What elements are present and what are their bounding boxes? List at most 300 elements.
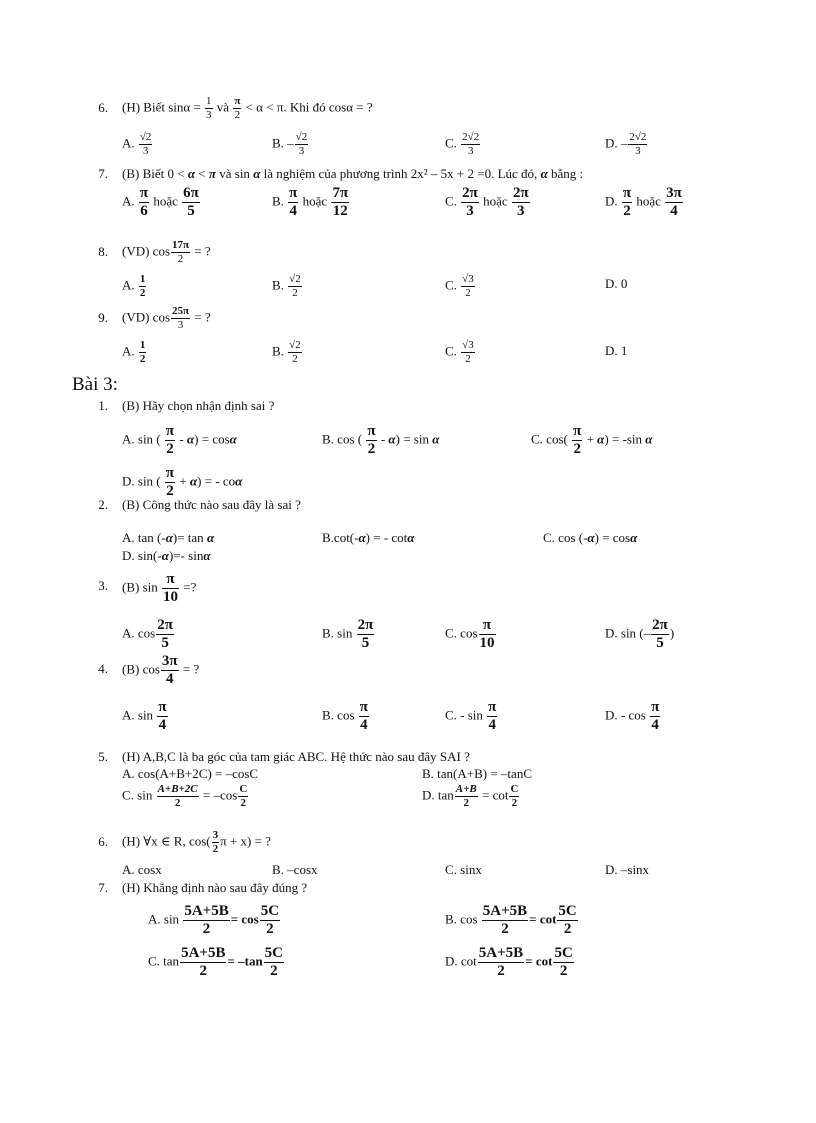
fraction-numerator: 2√2 bbox=[462, 131, 480, 143]
math-symbol: α bbox=[189, 473, 198, 489]
fraction-denominator: 4 bbox=[289, 203, 298, 219]
fraction bbox=[455, 784, 478, 809]
fraction-denominator: 4 bbox=[360, 717, 368, 733]
b3-q6-option-c bbox=[445, 862, 482, 878]
text-fragment: –cosx bbox=[287, 862, 318, 877]
math-symbol: α bbox=[587, 530, 595, 545]
text-fragment: hoặc bbox=[302, 193, 328, 209]
q7-text bbox=[122, 166, 583, 182]
text-fragment: ) = cos bbox=[594, 530, 631, 545]
fraction bbox=[295, 132, 309, 157]
fraction bbox=[512, 186, 530, 219]
text-fragment: D. bbox=[605, 625, 618, 641]
fraction bbox=[157, 784, 199, 809]
fraction bbox=[665, 186, 683, 219]
text-fragment: = cos bbox=[230, 911, 259, 927]
fraction bbox=[461, 132, 480, 157]
text-fragment: cos bbox=[460, 625, 478, 641]
q8-option-d bbox=[605, 276, 627, 292]
text-fragment: < bbox=[198, 166, 206, 181]
math-symbol: α bbox=[229, 431, 237, 447]
text-fragment: C. bbox=[445, 707, 457, 723]
fraction-denominator: 3 bbox=[177, 319, 184, 331]
q9-option-a bbox=[122, 340, 147, 365]
text-fragment: –sinx bbox=[620, 862, 650, 877]
b3-q7-option-a bbox=[148, 904, 281, 937]
text-fragment: sin bbox=[337, 625, 353, 641]
text-fragment: B. bbox=[272, 193, 284, 209]
text-fragment: + bbox=[179, 473, 187, 489]
text-fragment: hoặc bbox=[153, 193, 178, 209]
text-fragment: D. bbox=[605, 707, 618, 723]
fraction-denominator: 4 bbox=[670, 203, 678, 219]
math-symbol: α bbox=[407, 530, 415, 545]
fraction-denominator: 3 bbox=[298, 145, 305, 157]
math-symbol: π bbox=[208, 166, 216, 181]
fraction-numerator: π bbox=[479, 618, 496, 635]
text-fragment: - bbox=[179, 431, 184, 447]
text-fragment: )=- sin bbox=[168, 548, 204, 563]
text-fragment: D. bbox=[422, 787, 435, 803]
fraction-denominator: 3 bbox=[206, 109, 212, 121]
text-fragment: cos bbox=[137, 625, 156, 641]
fraction bbox=[233, 96, 241, 121]
b3-q4-option-d bbox=[605, 700, 661, 733]
math-symbol: α bbox=[186, 431, 195, 447]
text-fragment: = –cos bbox=[202, 787, 238, 803]
fraction-denominator: 2 bbox=[177, 253, 184, 265]
text-fragment: A. bbox=[122, 193, 135, 209]
b3-q7-number: 7. bbox=[98, 880, 108, 895]
fraction bbox=[487, 700, 497, 733]
text-fragment: B. bbox=[272, 135, 284, 151]
b3-q2-option-c bbox=[543, 530, 637, 546]
fraction-denominator: 4 bbox=[158, 717, 167, 733]
b3-q4-text bbox=[122, 654, 199, 687]
text-fragment: R, cos( bbox=[173, 833, 211, 849]
b3-q6-option-d bbox=[605, 862, 649, 878]
fraction-denominator: 2 bbox=[367, 441, 376, 457]
text-fragment: B. bbox=[422, 766, 434, 781]
text-fragment: (VD) cos bbox=[122, 309, 171, 325]
text-fragment: là nghiệm của phương trình 2x² – 5x + 2 =0. Lúc đó, bbox=[263, 166, 538, 181]
text-fragment: C. bbox=[445, 193, 457, 209]
text-fragment: hoặc bbox=[483, 193, 508, 209]
fraction-denominator: 2 bbox=[465, 287, 471, 299]
b3-q2-number: 2. bbox=[98, 497, 108, 512]
text-fragment: và sin bbox=[219, 166, 250, 181]
text-fragment: - cos bbox=[620, 707, 646, 723]
text-fragment: bằng : bbox=[551, 166, 584, 181]
text-fragment: A. bbox=[122, 707, 135, 723]
text-fragment: (B) Biết 0 < bbox=[122, 166, 185, 181]
fraction bbox=[359, 700, 369, 733]
text-fragment: cosx bbox=[137, 862, 162, 877]
fraction-numerator: C bbox=[510, 783, 519, 795]
b3-q7-option-b bbox=[445, 904, 579, 937]
math-symbol: α bbox=[187, 166, 196, 181]
q8-option-c bbox=[445, 274, 476, 299]
fraction-numerator: √2 bbox=[289, 339, 301, 351]
text-fragment: A. bbox=[122, 862, 135, 877]
text-fragment: và bbox=[216, 99, 230, 115]
text-fragment: B. bbox=[272, 343, 284, 359]
q9-option-c bbox=[445, 340, 476, 365]
fraction bbox=[183, 904, 229, 937]
text-fragment: C. bbox=[445, 862, 457, 877]
b3-q7-option-c bbox=[148, 946, 285, 979]
fraction-denominator: 3 bbox=[467, 145, 474, 157]
fraction-numerator: A+B+2C bbox=[157, 783, 198, 795]
fraction-denominator: 5 bbox=[187, 203, 195, 219]
fraction bbox=[139, 132, 153, 157]
fraction-numerator: π bbox=[234, 95, 241, 107]
math-symbol: α bbox=[432, 431, 440, 447]
text-fragment: sinx bbox=[460, 862, 482, 877]
fraction-numerator: π bbox=[367, 423, 376, 439]
fraction-denominator: 2 bbox=[563, 921, 572, 937]
fraction-numerator: 1 bbox=[139, 273, 146, 285]
fraction bbox=[162, 572, 179, 605]
text-fragment: ) = -sin bbox=[604, 431, 643, 447]
section-title-bai3: Bài 3: bbox=[72, 374, 118, 395]
fraction bbox=[260, 904, 280, 937]
text-fragment: ) = sin bbox=[395, 431, 429, 447]
fraction-denominator: 2 bbox=[292, 287, 298, 299]
fraction-numerator: π bbox=[651, 699, 660, 715]
fraction bbox=[482, 904, 528, 937]
math-symbol: α bbox=[253, 166, 261, 181]
fraction-denominator: 3 bbox=[466, 203, 474, 219]
text-fragment: B. bbox=[322, 707, 334, 723]
q6-option-d bbox=[605, 132, 648, 157]
fraction-numerator: A+B bbox=[455, 783, 477, 795]
b3-q4-option-b bbox=[322, 700, 370, 733]
fraction-numerator: 5C bbox=[558, 903, 577, 919]
fraction bbox=[288, 340, 302, 365]
math-symbol: α bbox=[161, 548, 169, 563]
fraction-numerator: π bbox=[359, 699, 368, 715]
b3-q6-number: 6. bbox=[98, 834, 108, 849]
fraction-denominator: 2 bbox=[292, 353, 298, 365]
text-fragment: D. bbox=[122, 548, 135, 563]
fraction-denominator: 2 bbox=[139, 287, 146, 299]
fraction-numerator: 1 bbox=[139, 339, 146, 351]
text-fragment: = cot bbox=[525, 953, 553, 969]
fraction bbox=[288, 186, 298, 219]
fraction-denominator: 2 bbox=[511, 797, 518, 809]
b3-q1-number: 1. bbox=[98, 398, 108, 413]
fraction bbox=[572, 424, 582, 457]
fraction bbox=[650, 700, 660, 733]
text-fragment: - sin bbox=[460, 707, 483, 723]
fraction-denominator: 2 bbox=[270, 963, 278, 979]
text-fragment: x bbox=[151, 833, 158, 849]
math-symbol: α bbox=[206, 530, 215, 545]
fraction bbox=[622, 186, 632, 219]
text-fragment: – bbox=[620, 135, 628, 151]
fraction-denominator: 2 bbox=[174, 797, 181, 809]
text-fragment: tan bbox=[163, 953, 180, 969]
text-fragment: B. bbox=[322, 530, 334, 545]
fraction-denominator: 2 bbox=[497, 963, 505, 979]
fraction-denominator: 4 bbox=[166, 671, 174, 687]
fraction-numerator: 1 bbox=[206, 95, 212, 107]
text-fragment: C. bbox=[445, 625, 457, 641]
text-fragment: A. bbox=[122, 277, 135, 293]
fraction bbox=[331, 186, 349, 219]
text-fragment: ) bbox=[669, 625, 675, 641]
text-fragment: = cot bbox=[481, 787, 509, 803]
fraction-denominator: 2 bbox=[166, 483, 174, 499]
text-fragment: 0 bbox=[620, 276, 628, 291]
fraction-numerator: 2π bbox=[157, 617, 173, 633]
text-fragment: sin bbox=[137, 707, 154, 723]
text-fragment: cos bbox=[460, 911, 478, 927]
element-of-icon: ∈ bbox=[160, 833, 171, 849]
q7-option-c bbox=[445, 186, 531, 219]
b3-q3-option-b bbox=[322, 618, 375, 651]
fraction-numerator: π bbox=[289, 185, 298, 201]
text-fragment: (VD) cos bbox=[122, 243, 171, 259]
fraction-numerator: π bbox=[162, 572, 179, 589]
fraction bbox=[171, 306, 190, 331]
fraction-numerator: 25π bbox=[172, 305, 190, 317]
fraction-denominator: 2 bbox=[199, 963, 207, 979]
fraction-numerator: 2π bbox=[357, 617, 374, 633]
text-fragment: sin ( bbox=[137, 431, 161, 447]
fraction-numerator: 5C bbox=[264, 945, 284, 961]
math-symbol: α bbox=[165, 530, 173, 545]
text-fragment: C. bbox=[543, 530, 555, 545]
fraction bbox=[165, 466, 175, 499]
q6-option-b bbox=[272, 132, 309, 157]
fraction bbox=[205, 96, 213, 121]
text-fragment: D. bbox=[605, 276, 618, 291]
text-fragment: = –tan bbox=[227, 953, 263, 969]
fraction-denominator: 2 bbox=[240, 797, 247, 809]
fraction-numerator: 5A+5B bbox=[482, 903, 528, 919]
text-fragment: = ? bbox=[182, 661, 200, 677]
text-fragment: D. bbox=[122, 473, 135, 489]
text-fragment: cot bbox=[460, 953, 477, 969]
fraction-numerator: 5A+5B bbox=[478, 945, 524, 961]
fraction bbox=[156, 618, 174, 651]
math-symbol: α bbox=[597, 431, 605, 447]
forall-icon: ∀ bbox=[143, 833, 152, 849]
text-fragment: A. bbox=[122, 766, 135, 781]
b3-q6-text bbox=[122, 830, 271, 855]
math-symbol: α bbox=[645, 431, 653, 447]
q9-option-d bbox=[605, 343, 627, 359]
fraction-denominator: 3 bbox=[517, 203, 525, 219]
fraction bbox=[461, 186, 479, 219]
b3-q3-option-c bbox=[445, 618, 497, 651]
b3-q5-option-a bbox=[122, 766, 258, 782]
text-fragment: tan (- bbox=[137, 530, 166, 545]
b3-q6-option-a bbox=[122, 862, 162, 878]
fraction-numerator: 3π bbox=[666, 185, 682, 201]
text-fragment: A. bbox=[122, 135, 135, 151]
text-fragment: cot(- bbox=[333, 530, 359, 545]
fraction bbox=[157, 700, 167, 733]
fraction bbox=[651, 618, 669, 651]
text-fragment: (B) cos bbox=[122, 661, 160, 677]
text-fragment: C. bbox=[531, 431, 543, 447]
text-fragment: cos (- bbox=[558, 530, 588, 545]
text-fragment: D. bbox=[605, 193, 618, 209]
b3-q4-number: 4. bbox=[98, 661, 108, 676]
fraction bbox=[171, 240, 190, 265]
text-fragment: = ? bbox=[194, 243, 211, 259]
fraction-numerator: π bbox=[158, 699, 167, 715]
math-symbol: α bbox=[630, 530, 638, 545]
fraction bbox=[139, 340, 147, 365]
fraction-denominator: 3 bbox=[142, 145, 149, 157]
q8-text bbox=[122, 240, 211, 265]
fraction-numerator: √3 bbox=[462, 339, 474, 351]
fraction-numerator: 3 bbox=[212, 829, 219, 841]
fraction-numerator: π bbox=[165, 423, 175, 439]
text-fragment: = cot bbox=[529, 911, 557, 927]
text-fragment: A. bbox=[148, 911, 161, 927]
q7-option-b bbox=[272, 186, 350, 219]
q8-option-b bbox=[272, 274, 303, 299]
q9-number: 9. bbox=[98, 310, 108, 325]
fraction bbox=[139, 186, 149, 219]
fraction-numerator: C bbox=[239, 783, 248, 795]
fraction-numerator: √2 bbox=[289, 273, 301, 285]
b3-q5-option-d bbox=[422, 784, 520, 809]
b3-q2-text: (B) Công thức nào sau đây là sai ? bbox=[122, 497, 301, 512]
fraction-denominator: 2 bbox=[573, 441, 581, 457]
fraction-numerator: π bbox=[165, 465, 175, 481]
fraction-numerator: 2π bbox=[462, 185, 478, 201]
text-fragment: D. bbox=[605, 135, 618, 151]
fraction bbox=[182, 186, 200, 219]
fraction-numerator: 5A+5B bbox=[184, 903, 229, 919]
text-fragment: B. bbox=[272, 277, 284, 293]
fraction-denominator: 2 bbox=[234, 109, 241, 121]
text-fragment: D. bbox=[445, 953, 458, 969]
fraction-denominator: 2 bbox=[212, 843, 219, 855]
fraction-numerator: 3π bbox=[161, 653, 178, 669]
fraction bbox=[461, 274, 475, 299]
b3-q5-option-c bbox=[122, 784, 249, 809]
text-fragment: A. bbox=[122, 431, 135, 447]
text-fragment: sin bbox=[137, 787, 153, 803]
text-fragment: hoặc bbox=[636, 193, 661, 209]
text-fragment: C. bbox=[445, 277, 457, 293]
fraction bbox=[238, 784, 248, 809]
fraction-denominator: 5 bbox=[161, 635, 169, 651]
text-fragment: + bbox=[586, 431, 594, 447]
b3-q3-text bbox=[122, 572, 196, 605]
q7-option-a bbox=[122, 186, 201, 219]
q8-option-a bbox=[122, 274, 147, 299]
fraction-numerator: π bbox=[139, 185, 149, 201]
b3-q7-text: (H) Khẳng định nào sau đây đúng ? bbox=[122, 880, 308, 895]
text-fragment: (B) sin bbox=[122, 579, 158, 595]
text-fragment: C. bbox=[445, 135, 457, 151]
b3-q5-text: (H) A,B,C là ba góc của tam giác ABC. Hệ thức nào sau đây SAI ? bbox=[122, 749, 470, 764]
fraction bbox=[553, 946, 573, 979]
fraction bbox=[264, 946, 284, 979]
fraction bbox=[180, 946, 226, 979]
fraction bbox=[366, 424, 376, 457]
b3-q5-option-b bbox=[422, 766, 532, 782]
fraction bbox=[479, 618, 496, 651]
text-fragment: =? bbox=[183, 579, 197, 595]
fraction-numerator: 5C bbox=[554, 945, 573, 961]
fraction-numerator: 7π bbox=[332, 185, 349, 201]
fraction bbox=[478, 946, 524, 979]
q9-text bbox=[122, 306, 211, 331]
text-fragment: cos ( bbox=[337, 431, 363, 447]
math-symbol: α bbox=[203, 548, 211, 563]
text-fragment: cos bbox=[337, 707, 355, 723]
fraction bbox=[628, 132, 647, 157]
fraction bbox=[165, 424, 175, 457]
b3-q3-number: 3. bbox=[98, 578, 108, 593]
fraction-denominator: 6 bbox=[140, 203, 148, 219]
fraction-numerator: 2√2 bbox=[629, 131, 647, 143]
text-fragment: B. bbox=[445, 911, 457, 927]
fraction-numerator: 2π bbox=[512, 185, 529, 201]
math-symbol: α bbox=[540, 166, 548, 181]
b3-q6-option-b bbox=[272, 862, 318, 878]
fraction-numerator: 6π bbox=[183, 185, 199, 201]
text-fragment: sin(- bbox=[137, 548, 162, 563]
text-fragment: B. bbox=[322, 431, 334, 447]
math-symbol: α bbox=[235, 473, 243, 489]
fraction-denominator: 5 bbox=[361, 635, 370, 651]
text-fragment: C. bbox=[445, 343, 457, 359]
text-fragment: C. bbox=[122, 787, 134, 803]
q9-option-b bbox=[272, 340, 303, 365]
fraction-denominator: 2 bbox=[266, 921, 274, 937]
b3-q2-option-b bbox=[322, 530, 415, 546]
math-symbol: α bbox=[358, 530, 366, 545]
fraction-denominator: 4 bbox=[651, 717, 659, 733]
text-fragment: ) = - cot bbox=[365, 530, 408, 545]
b3-q1-option-d bbox=[122, 466, 242, 499]
fraction-numerator: 17π bbox=[172, 239, 190, 251]
fraction-denominator: 2 bbox=[623, 203, 631, 219]
text-fragment: B. bbox=[272, 862, 284, 877]
text-fragment: (H) bbox=[122, 833, 141, 849]
q7-option-d bbox=[605, 186, 684, 219]
text-fragment: ) = cos bbox=[194, 431, 230, 447]
fraction-denominator: 2 bbox=[465, 353, 471, 365]
fraction-numerator: 5C bbox=[260, 903, 280, 919]
text-fragment: A. bbox=[122, 625, 135, 641]
text-fragment: )= tan bbox=[172, 530, 204, 545]
q6-text bbox=[122, 96, 373, 121]
b3-q4-option-c bbox=[445, 700, 498, 733]
text-fragment: = ? bbox=[194, 309, 211, 325]
text-fragment: A. bbox=[122, 343, 135, 359]
b3-q1-option-b bbox=[322, 424, 439, 457]
text-fragment: sin bbox=[163, 911, 180, 927]
fraction bbox=[288, 274, 302, 299]
text-fragment: tan(A+B) = –tanC bbox=[437, 766, 532, 781]
fraction bbox=[509, 784, 519, 809]
fraction-denominator: 2 bbox=[463, 797, 469, 809]
fraction-denominator: 3 bbox=[635, 145, 641, 157]
q6-number: 6. bbox=[98, 100, 108, 115]
fraction-denominator: 2 bbox=[166, 441, 174, 457]
